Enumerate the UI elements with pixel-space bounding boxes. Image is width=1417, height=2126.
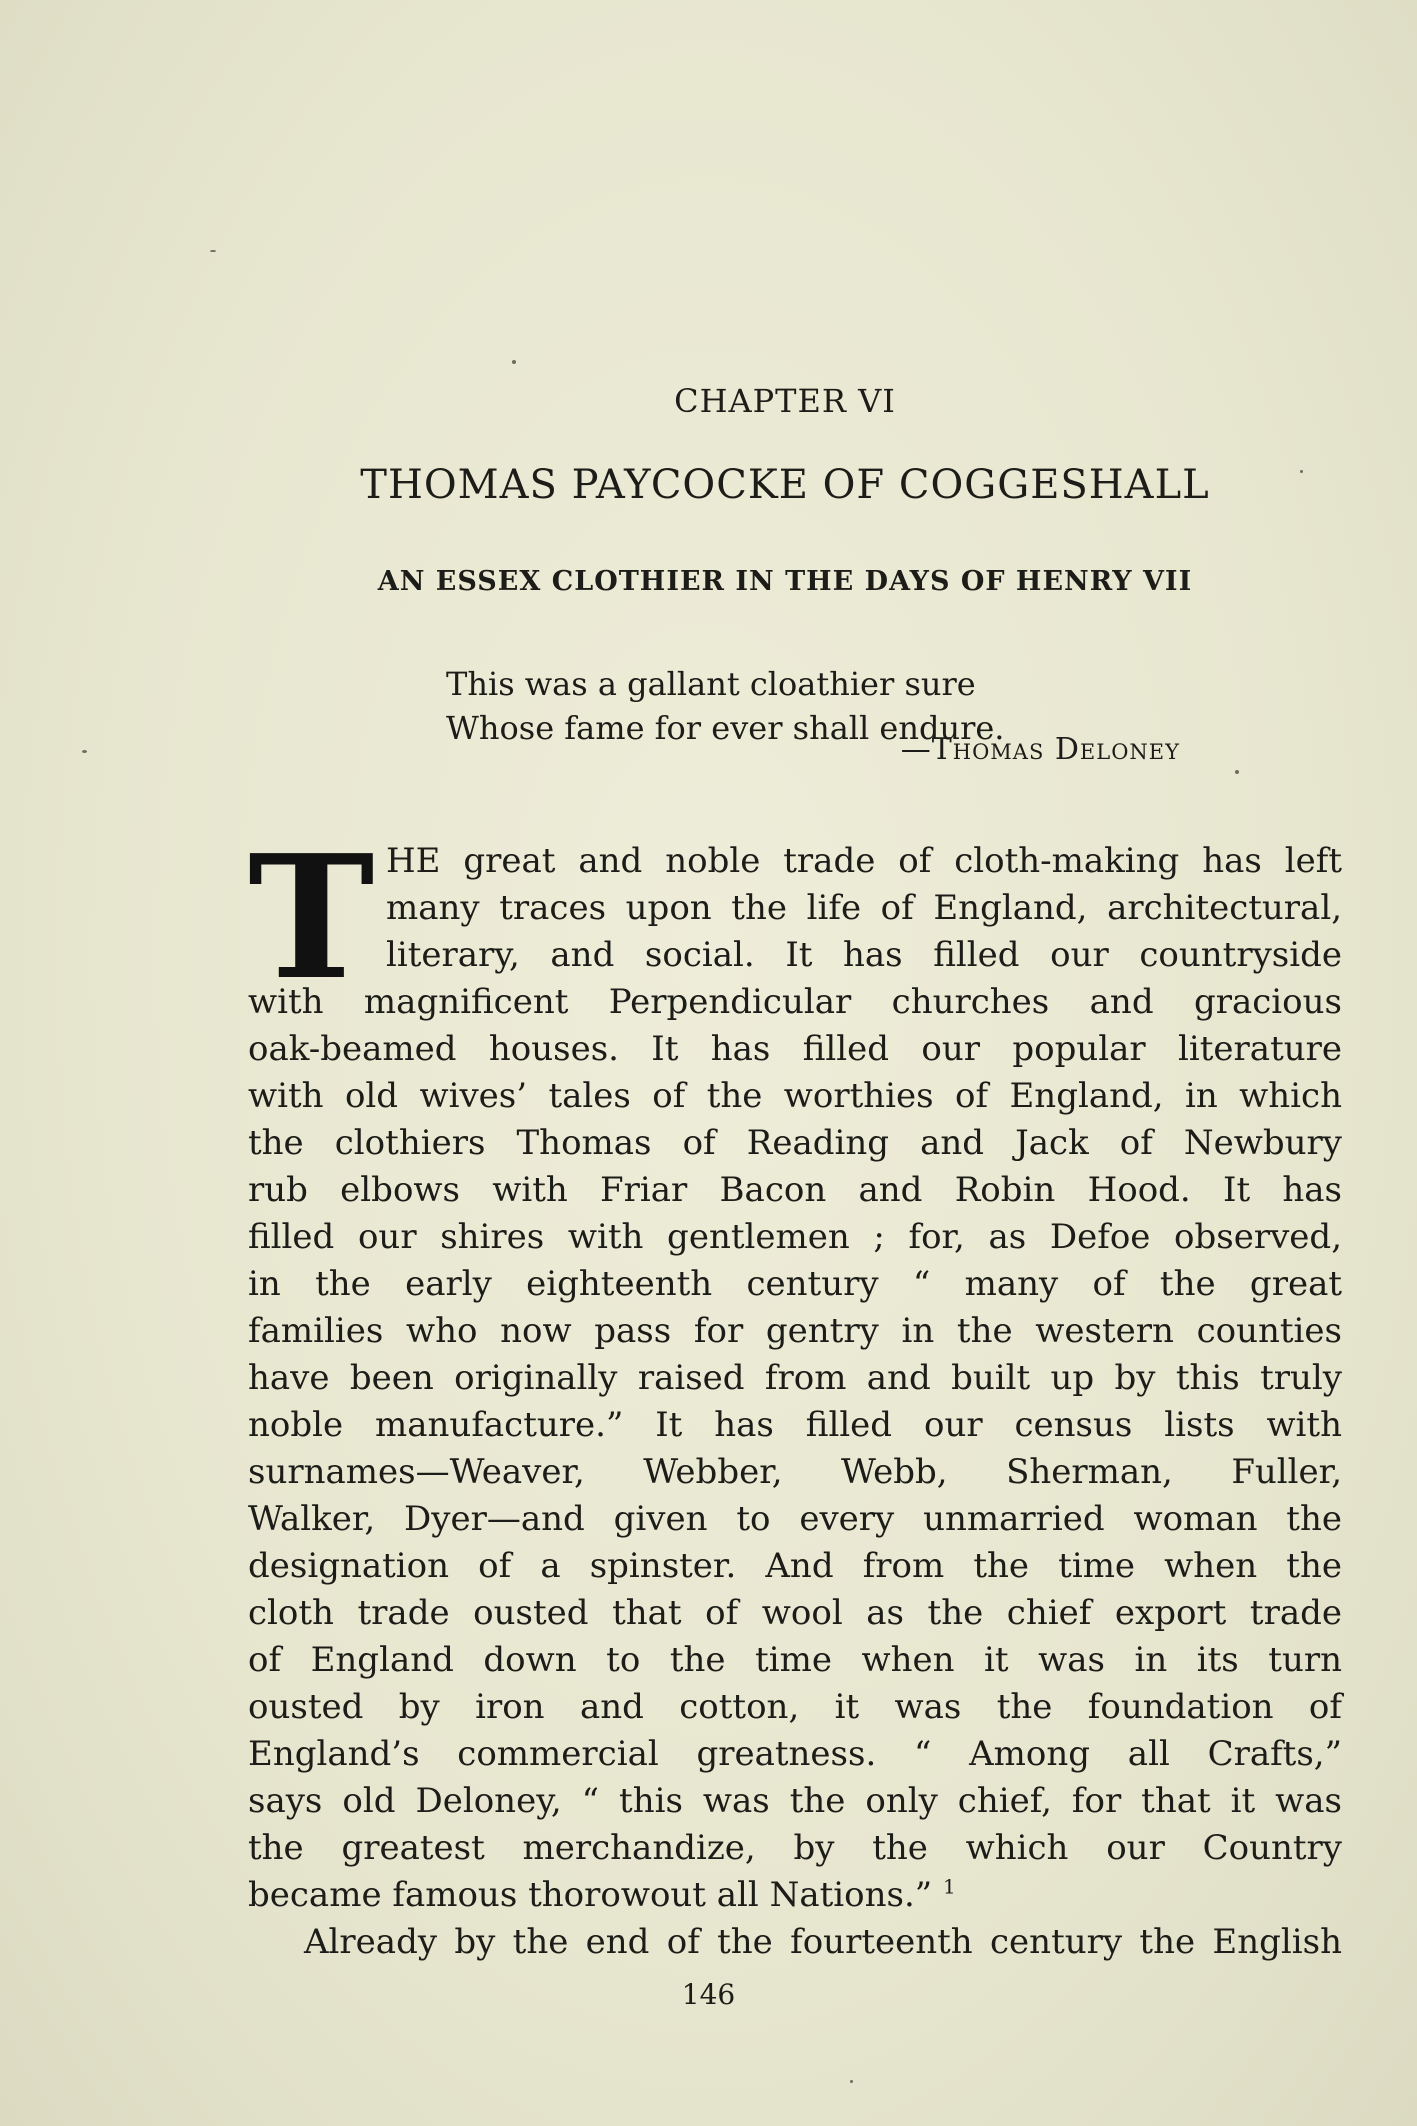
text-line: many traces upon the life of England, architectural, xyxy=(386,888,1342,928)
paper-speck xyxy=(850,2080,853,2083)
text-line: surnames—Weaver, Webber, Webb, Sherman, Fuller, xyxy=(248,1452,1342,1492)
text-line: oak-beamed houses. It has filled our popular literature xyxy=(248,1029,1342,1069)
text-line: noble manufacture.” It has filled our census lists with xyxy=(248,1405,1342,1445)
chapter-label: CHAPTER VI xyxy=(674,382,896,420)
epigraph-line: This was a gallant cloathier sure xyxy=(446,665,976,703)
text-line: literary, and social. It has filled our countryside xyxy=(386,935,1342,975)
drop-cap: T xyxy=(248,818,375,1018)
text-line: Walker, Dyer—and given to every unmarried woman the xyxy=(248,1499,1342,1539)
text-line: became famous thorowout all Nations.” xyxy=(248,1875,933,1915)
text-line: ousted by iron and cotton, it was the foundation of xyxy=(248,1687,1342,1727)
text-line: England’s commercial greatness. “ Among all Crafts,” xyxy=(248,1734,1342,1774)
epigraph-attribution: —Thomas Deloney xyxy=(900,732,1180,767)
text-line: with old wives’ tales of the worthies of England, in which xyxy=(248,1076,1342,1116)
text-line: says old Deloney, “ this was the only chief, for that it was xyxy=(248,1781,1342,1821)
text-line: filled our shires with gentlemen ; for, as Defoe observed, xyxy=(248,1217,1342,1257)
text-line: designation of a spinster. And from the time when the xyxy=(248,1546,1342,1586)
text-line: cloth trade ousted that of wool as the chief export trade xyxy=(248,1593,1342,1633)
page-number: 146 xyxy=(681,1978,736,2011)
paper-speck xyxy=(1235,770,1239,774)
text-line: the clothiers Thomas of Reading and Jack of Newbury xyxy=(248,1123,1342,1163)
text-line: of England down to the time when it was in its turn xyxy=(248,1640,1342,1680)
paper-speck xyxy=(210,250,216,252)
paper-speck xyxy=(512,360,516,364)
epigraph-line: Whose fame for ever shall endure. xyxy=(446,709,1005,747)
text-line: have been originally raised from and built up by this truly xyxy=(248,1358,1342,1398)
text-line: HE great and noble trade of cloth-making has left xyxy=(386,841,1342,881)
chapter-subtitle: AN ESSEX CLOTHIER IN THE DAYS OF HENRY VII xyxy=(377,566,1193,597)
text-line: rub elbows with Friar Bacon and Robin Hood. It has xyxy=(248,1170,1342,1210)
chapter-title: THOMAS PAYCOCKE OF COGGESHALL xyxy=(360,462,1210,508)
text-line: the greatest merchandize, by the which our Country xyxy=(248,1828,1342,1868)
text-line: Already by the end of the fourteenth century the English xyxy=(304,1922,1342,1962)
footnote-marker: 1 xyxy=(942,1874,956,1899)
text-line-with-footnote xyxy=(248,1872,1342,1919)
text-line: families who now pass for gentry in the western counties xyxy=(248,1311,1342,1351)
text-line: in the early eighteenth century “ many of the great xyxy=(248,1264,1342,1304)
paper-speck xyxy=(82,750,87,753)
text-line: with magnificent Perpendicular churches and gracious xyxy=(248,982,1342,1022)
